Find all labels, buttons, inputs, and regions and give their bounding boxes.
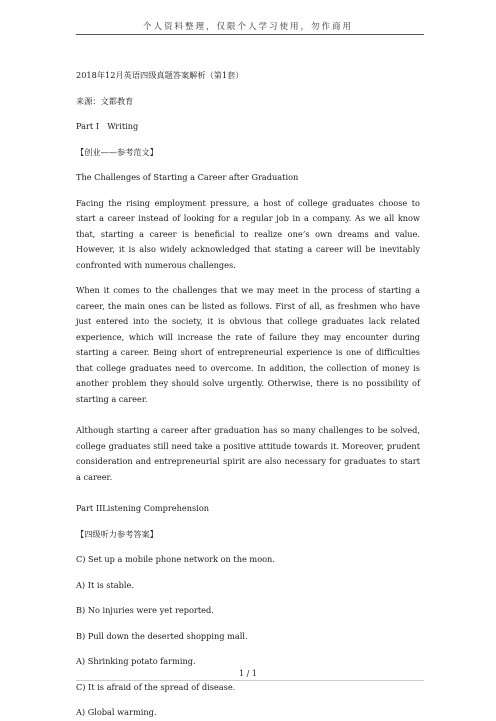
essay-paragraph-1: Facing the rising employment pressure, a host of college graduates choose to start a career instead of looking for a regular job in a company. As we all know that, starting a career is beneficial to realize one’s own dreams and value. However, it is also widely acknowledged that stating a career will be inevitably confronted with numerous challenges. bbox=[76, 197, 420, 270]
essay-paragraph-3: Although starting a career after graduation has so many challenges to be solved, college graduates still need take a positive attitude towards it. Moreover, prudent consideration and entrepreneurial spirit are also necessary for graduates to start a career. bbox=[76, 425, 420, 482]
source-line: 来源：文都教育 bbox=[76, 95, 134, 106]
answers-label: 【四级听力参考答案】 bbox=[76, 528, 158, 539]
essay-label: 【创业——参考范文】 bbox=[76, 146, 158, 157]
page-number: 1 / 1 bbox=[239, 669, 257, 678]
answer-item: B) Pull down the deserted shopping mall. bbox=[76, 630, 248, 641]
answer-item: A) Global warming. bbox=[76, 707, 157, 717]
page-header: 个人资料整理，仅限个人学习使用，勿作商用 bbox=[142, 22, 353, 32]
essay-title: The Challenges of Starting a Career after Graduation bbox=[76, 172, 299, 182]
header-rule bbox=[76, 34, 424, 35]
answer-item: A) It is stable. bbox=[76, 579, 134, 590]
footer-rule bbox=[76, 680, 424, 681]
document-title: 2018年12月英语四级真题答案解析（第1套） bbox=[76, 70, 244, 80]
part1-heading: Part I Writing bbox=[76, 121, 139, 131]
answer-item: C) It is afraid of the spread of disease. bbox=[76, 681, 236, 692]
essay-paragraph-2: When it comes to the challenges that we may meet in the process of starting a career, the main ones can be listed as follows. First of all, as freshmen who have just entered into the society, it is obvious that college graduates lack related experience, which will increase the rate of failure they may encounter during starting a career. Being short of entrepreneurial experience is one of difficulties that college graduates need to overcome. In addition, the collection of money is another problem they should solve urgently. Otherwise, there is no possibility of starting a career. bbox=[76, 285, 420, 404]
answer-item: C) Set up a mobile phone network on the moon. bbox=[76, 554, 275, 564]
answer-item: A) Shrinking potato farming. bbox=[76, 656, 196, 666]
part2-heading: Part IIListening Comprehension bbox=[76, 503, 210, 513]
document-body bbox=[76, 68, 420, 721]
answer-item: B) No injuries were yet reported. bbox=[76, 605, 214, 615]
